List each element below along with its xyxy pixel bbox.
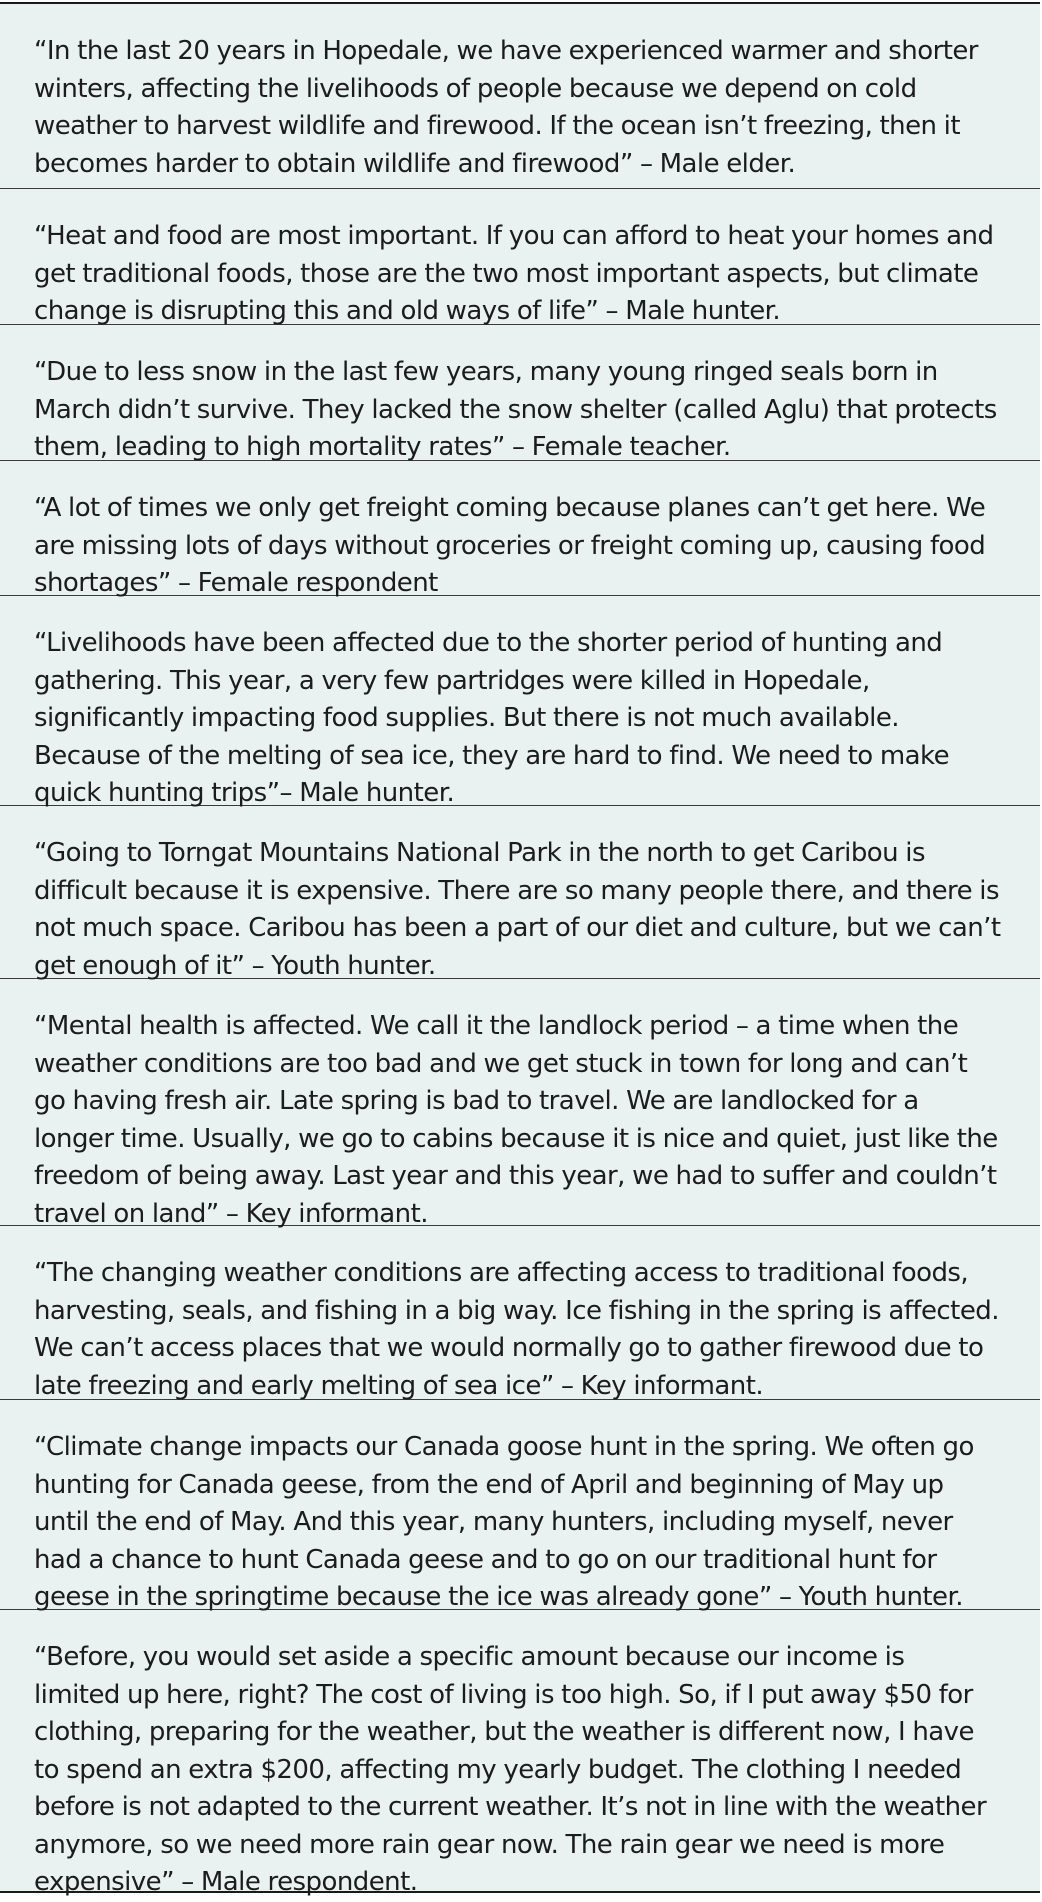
quote-line: change is disrupting this and old ways of life” – Male hunter.	[34, 296, 781, 326]
quote-line: March didn’t survive. They lacked the snow shelter (called Aglu) that protects	[34, 394, 997, 425]
quote-line: becomes harder to obtain wildlife and firewood” – Male elder.	[34, 148, 796, 179]
quote-line: “A lot of times we only get freight coming because planes can’t get here. We	[34, 493, 986, 523]
quote-line: “Mental health is affected. We call it the landlock period – a time when the	[34, 1011, 959, 1041]
quote-line: “In the last 20 years in Hopedale, we have experienced warmer and shorter	[34, 36, 978, 66]
quote-line: get traditional foods, those are the two most important aspects, but climate	[34, 258, 979, 289]
quote-line: Because of the melting of sea ice, they are hard to find. We need to make	[34, 740, 950, 771]
quote-line: “Going to Torngat Mountains National Park in the north to get Caribou is	[34, 838, 925, 868]
quote-line: difficult because it is expensive. There are so many people there, and there is	[34, 875, 999, 906]
quote-line: are missing lots of days without groceries or freight coming up, causing food	[34, 530, 986, 561]
quote-line: late freezing and early melting of sea ice” – Key informant.	[34, 1370, 764, 1401]
quote-line: winters, affecting the livelihoods of people because we depend on cold	[34, 73, 917, 104]
quote-line: shortages” – Female respondent	[34, 568, 438, 598]
quote-line: had a chance to hunt Canada geese and to go on our traditional hunt for	[34, 1544, 937, 1575]
quote-line: “Before, you would set aside a specific amount because our income is	[34, 1642, 905, 1672]
quote-line: hunting for Canada geese, from the end of April and beginning of May up	[34, 1469, 944, 1500]
quote-line: not much space. Caribou has been a part of our diet and culture, but we can’t	[34, 913, 1001, 943]
quote-row	[0, 1226, 1040, 1400]
quote-line: weather conditions are too bad and we get stuck in town for long and can’t	[34, 1048, 968, 1079]
quote-row	[0, 461, 1040, 596]
quote-line: limited up here, right? The cost of living is too high. So, if I put away $50 for	[34, 1679, 973, 1710]
quote-line: geese in the springtime because the ice was already gone” – Youth hunter.	[34, 1582, 963, 1612]
quote-line: significantly impacting food supplies. But there is not much available.	[34, 703, 899, 733]
quote-row	[0, 806, 1040, 979]
quote-line: “The changing weather conditions are affecting access to traditional foods,	[34, 1258, 969, 1288]
quote-row	[0, 4, 1040, 189]
quote-line: gathering. This year, a very few partridges were killed in Hopedale,	[34, 665, 870, 696]
quote-line: travel on land” – Key informant.	[34, 1198, 428, 1229]
quote-line: go having fresh air. Late spring is bad to travel. We are landlocked for a	[34, 1086, 919, 1116]
quote-line: “Livelihoods have been affected due to the shorter period of hunting and	[34, 628, 943, 658]
quote-line: them, leading to high mortality rates” – Female teacher.	[34, 432, 731, 462]
quote-line: freedom of being away. Last year and this year, we had to suffer and couldn’t	[34, 1161, 997, 1191]
quote-line: expensive” – Male respondent.	[34, 1867, 418, 1897]
quote-line: weather to harvest wildlife and firewood. If the ocean isn’t freezing, then it	[34, 111, 960, 141]
quote-row	[0, 325, 1040, 461]
quote-row	[0, 1400, 1040, 1610]
quote-row	[0, 596, 1040, 806]
quote-line: “Climate change impacts our Canada goose hunt in the spring. We often go	[34, 1432, 974, 1462]
quote-line: longer time. Usually, we go to cabins because it is nice and quiet, just like the	[34, 1123, 998, 1154]
quote-line: We can’t access places that we would normally go to gather firewood due to	[34, 1333, 984, 1363]
quote-line: “Heat and food are most important. If you can afford to heat your homes and	[34, 221, 994, 251]
quote-row	[0, 1610, 1040, 1897]
quote-line: quick hunting trips”– Male hunter.	[34, 778, 455, 808]
quote-table	[0, 2, 1040, 1897]
quote-row	[0, 189, 1040, 325]
quote-line: get enough of it” – Youth hunter.	[34, 950, 436, 981]
quote-line: harvesting, seals, and fishing in a big way. Ice fishing in the spring is affected.	[34, 1295, 999, 1326]
quote-line: “Due to less snow in the last few years, many young ringed seals born in	[34, 357, 938, 387]
quote-line: anymore, so we need more rain gear now. The rain gear we need is more	[34, 1829, 945, 1860]
quote-line: clothing, preparing for the weather, but the weather is different now, I have	[34, 1717, 974, 1747]
quote-line: to spend an extra $200, affecting my yearly budget. The clothing I needed	[34, 1754, 962, 1785]
quote-line: before is not adapted to the current weather. It’s not in line with the weather	[34, 1792, 987, 1822]
quote-line: until the end of May. And this year, many hunters, including myself, never	[34, 1507, 953, 1537]
quote-row	[0, 979, 1040, 1229]
